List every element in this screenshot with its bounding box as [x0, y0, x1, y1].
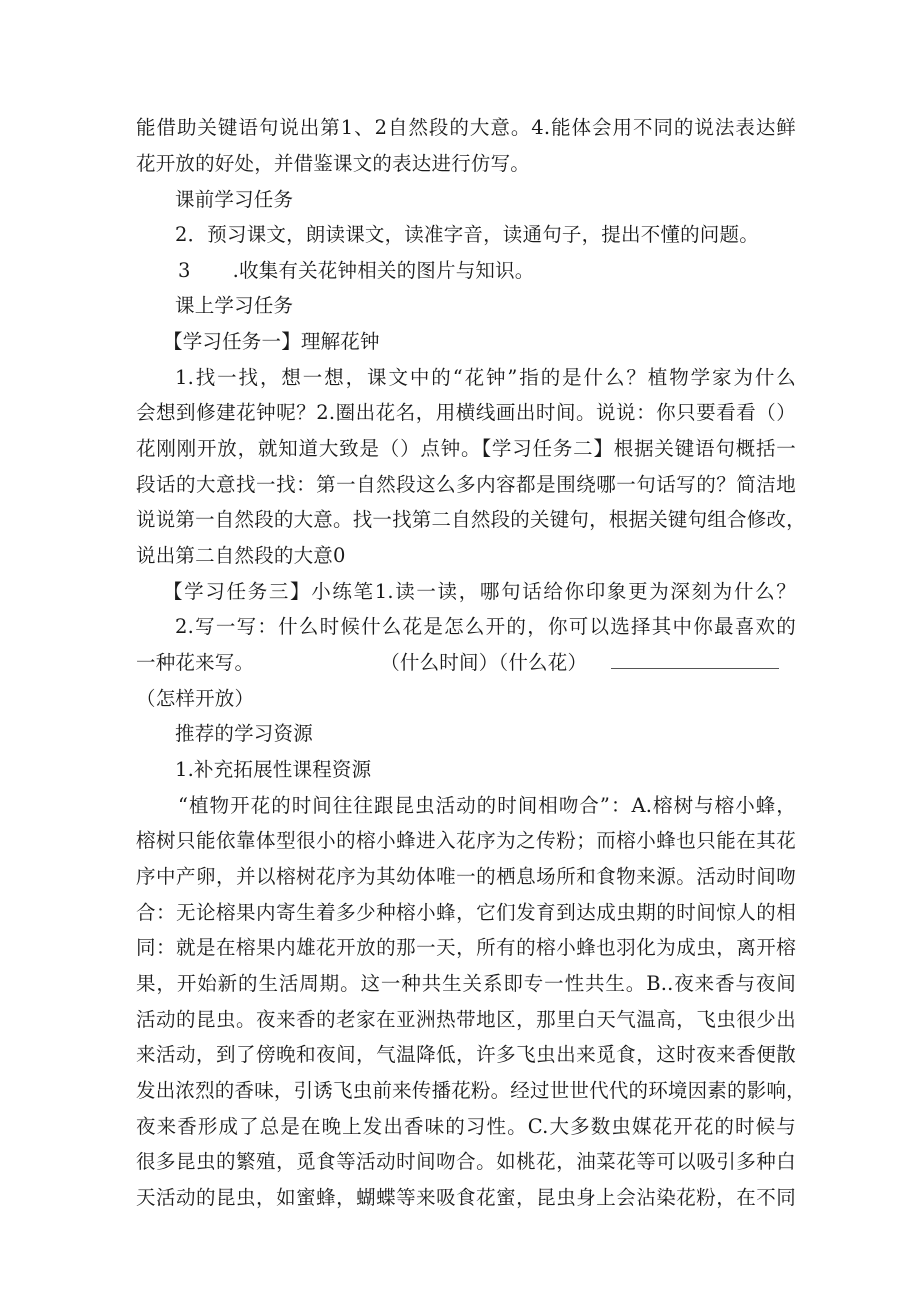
- text-line: 果，开始新的生活周期。这一种共生关系即专一性共生。B..夜来香与夜间: [136, 972, 796, 995]
- subsection-heading: 1.补充拓展性课程资源: [175, 758, 372, 781]
- text-line: 2.写一写：什么时候什么花是怎么开的，你可以选择其中你最喜欢的: [175, 615, 796, 638]
- list-item: 2．预习课文，朗读课文，读准字音，读通句子，提出不懂的问题。: [175, 223, 759, 246]
- text-line: “植物开花的时间往往跟昆虫活动的时间相吻合”：A.榕树与榕小蜂，: [178, 794, 796, 817]
- text-line: 很多昆虫的繁殖，觅食等活动时间吻合。如桃花，油菜花等可以吸引多种白: [136, 1150, 796, 1173]
- text-line: 来活动，到了傍晚和夜间，气温降低，许多飞虫出来觅食，这时夜来香便散: [136, 1043, 796, 1066]
- text-line: 能借助关键语句说出第1、2自然段的大意。4.能体会用不同的说法表达鲜: [136, 116, 796, 139]
- fill-in-line: [136, 651, 796, 675]
- text-line: 合：无论榕果内寄生着多少种榕小蜂，它们发育到达成虫期的时间惊人的相: [136, 901, 796, 924]
- text-line: 发出浓烈的香味，引诱飞虫前来传播花粉。经过世世代代的环境因素的影响，: [136, 1079, 806, 1102]
- text-line: 花刚刚开放，就知道大致是（）点钟。【学习任务二】根据关键语句概括一: [136, 437, 796, 460]
- section-heading: 课前学习任务: [175, 188, 294, 211]
- task-heading: 【学习任务三】小练笔1.读一读，哪句话给你印象更为深刻为什么？: [163, 580, 796, 603]
- section-heading: 课上学习任务: [175, 294, 294, 317]
- text-line: 同：就是在榕果内雄花开放的那一天，所有的榕小蜂也羽化为成虫，离开榕: [136, 936, 796, 959]
- list-item: [178, 259, 838, 283]
- text-line: 活动的昆虫。夜来香的老家在亚洲热带地区，那里白天气温高，飞虫很少出: [136, 1008, 796, 1031]
- text-segment: 一种花来写。: [136, 651, 255, 674]
- text-line: （怎样开放）: [136, 687, 255, 710]
- blank-labels: （什么时间）（什么花）: [380, 651, 588, 674]
- text-line: 会想到修建花钟呢？2.圈出花名，用横线画出时间。说说：你只要看看（）: [136, 401, 796, 424]
- text-line: 说说第一自然段的大意。找一找第二自然段的关键句，根据关键句组合修改，: [136, 508, 806, 531]
- text-line: 夜来香形成了总是在晚上发出香味的习性。C.大多数虫媒花开花的时候与: [136, 1115, 796, 1138]
- text-line: 说出第二自然段的大意0: [136, 544, 346, 567]
- text-line: 1.找一找，想一想，课文中的“花钟”指的是什么？植物学家为什么: [175, 366, 796, 389]
- text-line: 花开放的好处，并借鉴课文的表达进行仿写。: [136, 152, 531, 175]
- list-text: .收集有关花钟相关的图片与知识。: [232, 259, 535, 282]
- task-heading: 【学习任务一】理解花钟: [163, 330, 380, 353]
- text-line: 段话的大意找一找：第一自然段这么多内容都是围绕哪一句话写的？简洁地: [136, 473, 796, 496]
- text-line: 天活动的昆虫，如蜜蜂，蝴蝶等来吸食花蜜，昆虫身上会沾染花粉，在不同: [136, 1186, 796, 1209]
- section-heading: 推荐的学习资源: [175, 722, 313, 745]
- list-number: 3: [178, 259, 191, 282]
- text-line: 序中产卵，并以榕树花序为其幼体唯一的栖息场所和食物来源。活动时间吻: [136, 865, 796, 888]
- answer-blank: [611, 654, 779, 669]
- text-line: 榕树只能依靠体型很小的榕小蜂进入花序为之传粉；而榕小蜂也只能在其花: [136, 829, 796, 852]
